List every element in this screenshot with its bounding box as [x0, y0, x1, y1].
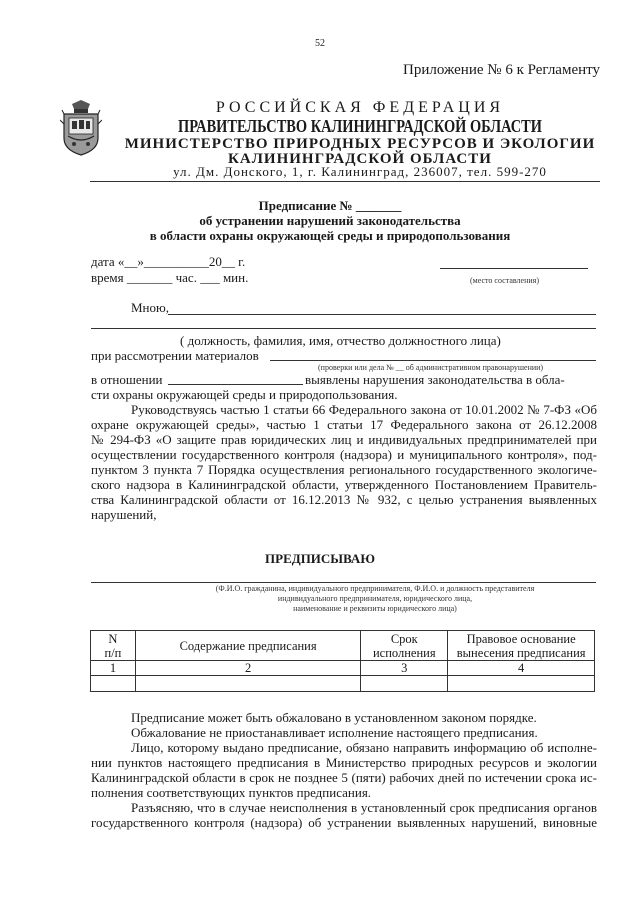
table-cell[interactable] [448, 676, 595, 692]
table-header-row [91, 631, 595, 661]
page-number: 52 [315, 38, 325, 49]
header-deadline: Срок исполнения [361, 631, 448, 661]
official-line-2[interactable] [91, 328, 596, 329]
place-line[interactable] [440, 268, 588, 269]
guided-line: ства Калининградской области от 16.12.2013 № 932, с целью устранения выявленных [91, 492, 597, 507]
prescribe-heading: ПРЕДПИСЫВАЮ [265, 551, 375, 566]
table-row [91, 661, 595, 676]
explain-line: Разъясняю, что в случае неисполнения в установленный срок предписания органов [131, 800, 597, 815]
table-cell: 4 [448, 661, 595, 676]
time-field[interactable]: время _______ час. ___ мин. [91, 270, 249, 285]
appendix-note: Приложение № 6 к Регламенту [403, 62, 600, 78]
guided-line: осуществлении государственного контроля (надзора) и муниципального контроля», под- [91, 447, 597, 462]
prescription-table [90, 630, 595, 692]
materials-caption: (проверки или дела № __ об административном правонарушении) [318, 363, 544, 372]
materials-label: при рассмотрении материалов [91, 348, 259, 363]
header-number: N п/п [91, 631, 136, 661]
ministry-title-line1: МИНИСТЕРСТВО ПРИРОДНЫХ РЕСУРСОВ И ЭКОЛОГИИ [124, 136, 596, 152]
table-row[interactable] [91, 676, 595, 692]
official-caption: ( должность, фамилия, имя, отчество должностного лица) [180, 333, 501, 348]
government-title: ПРАВИТЕЛЬСТВО КАЛИНИНГРАДСКОЙ ОБЛАСТИ [178, 116, 542, 136]
violations-cont: сти охраны окружающей среды и природопользования. [91, 387, 398, 402]
table-cell: 1 [91, 661, 136, 676]
document-title-line1: Предписание № _______ [258, 198, 402, 213]
ministry-address: ул. Дм. Донского, 1, г. Калининград, 236007, тел. 599-270 [173, 164, 547, 179]
explain-line: государственного контроля (надзора) об устранении выявленных нарушений, виновные [91, 815, 597, 830]
regarding-line[interactable] [168, 384, 303, 385]
person-last: полнения соответствующих пунктов предписания. [91, 785, 372, 800]
addressee-line[interactable] [91, 582, 596, 583]
regarding-label: в отношении [91, 372, 163, 387]
header-legal-basis: Правовое основание вынесения предписания [448, 631, 595, 661]
by-me-label: Мною, [131, 300, 169, 315]
materials-line[interactable] [270, 360, 596, 361]
appeal-text: Предписание может быть обжаловано в установленном законом порядке. [131, 710, 537, 725]
table-cell[interactable] [361, 676, 448, 692]
guided-line: Руководствуясь частью 1 статьи 66 Федерального закона от 10.01.2002 № 7-ФЗ «Об [131, 402, 597, 417]
official-line-1[interactable] [168, 314, 596, 315]
document-title-line3: в области охраны окружающей среды и природопользования [149, 228, 511, 243]
guided-line: пунктом 3 пункта 7 Порядка осуществления регионального государственного экологиче- [91, 462, 597, 477]
addressee-caption: наименование и реквизиты юридического лица) [293, 604, 457, 613]
guided-line: охране окружающей среды», частью 1 статьи 17 Федерального закона от 26.12.2008 [91, 417, 597, 432]
date-field[interactable]: дата «__»__________20__ г. [91, 254, 246, 269]
ministry-title-line2: КАЛИНИНГРАДСКОЙ ОБЛАСТИ [228, 151, 492, 167]
guided-last: нарушений, [91, 507, 157, 522]
coat-of-arms-icon [60, 100, 102, 156]
federation-title: РОССИЙСКАЯ ФЕДЕРАЦИЯ [215, 99, 505, 116]
place-caption: (место составления) [470, 276, 539, 285]
addressee-caption: индивидуального предпринимателя, юридического лица, [277, 594, 473, 603]
guided-line: № 294-ФЗ «О защите прав юридических лиц и индивидуальных предпринимателей при [91, 432, 597, 447]
document-title-line2: об устранении нарушений законодательства [199, 213, 461, 228]
header-divider [90, 181, 600, 182]
addressee-caption: (Ф.И.О. гражданина, индивидуального предпринимателя, Ф.И.О. и должность представителя [215, 584, 535, 593]
no-suspend-text: Обжалование не приостанавливает исполнение настоящего предписания. [131, 725, 538, 740]
header-content: Содержание предписания [135, 631, 360, 661]
person-line: Лицо, которому выдано предписание, обязано направить информацию об исполне- [131, 740, 597, 755]
table-cell[interactable] [135, 676, 360, 692]
table-cell: 2 [135, 661, 360, 676]
table-cell[interactable] [91, 676, 136, 692]
person-line: Калининградской области в срок не позднее 5 (пяти) рабочих дней по истечении срока ис- [91, 770, 597, 785]
violations-text: выявлены нарушения законодательства в обла- [305, 372, 565, 387]
guided-line: ского надзора в Калининградской области, утвержденного Постановлением Правитель- [91, 477, 597, 492]
table-cell: 3 [361, 661, 448, 676]
person-line: нии пунктов настоящего предписания в Министерство природных ресурсов и экологии [91, 755, 597, 770]
